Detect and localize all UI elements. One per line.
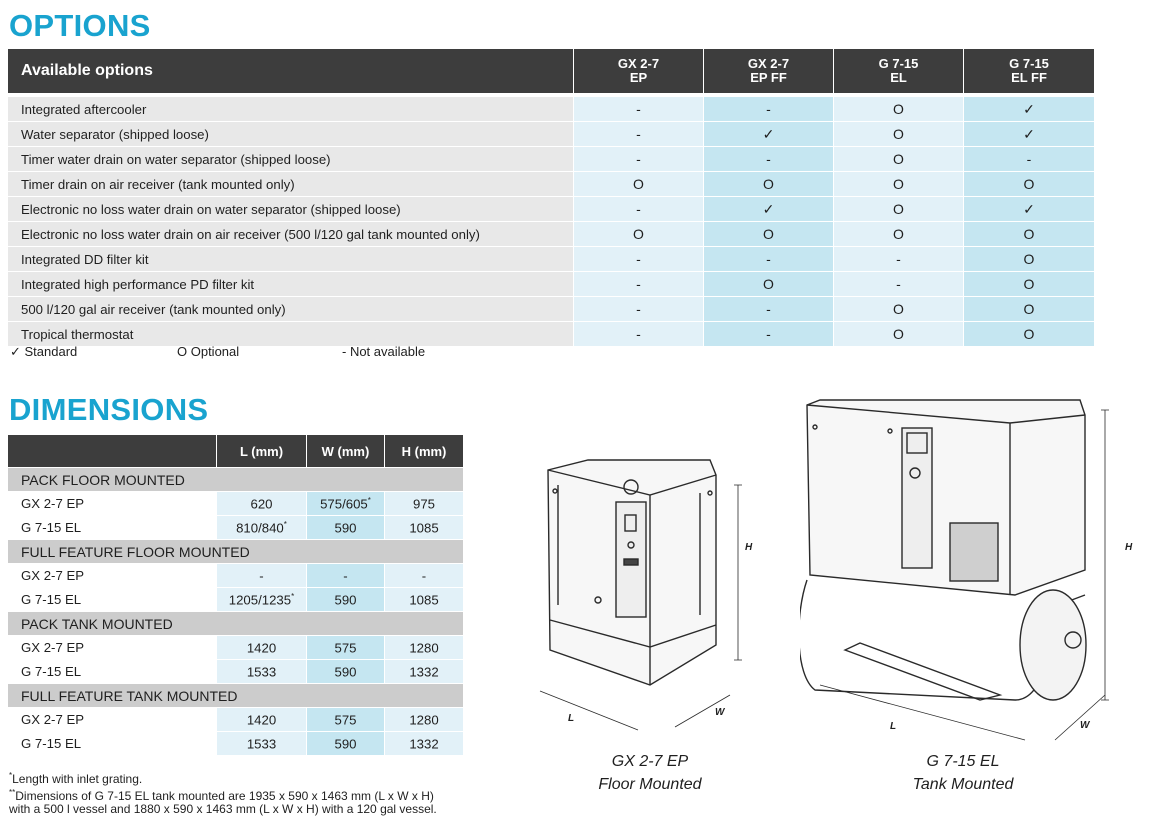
dimension-value-cell: - [306,563,384,587]
dimensions-row [8,587,463,611]
dimension-value-cell: 1533 [216,731,306,755]
dimensions-group-label: FULL FEATURE FLOOR MOUNTED [8,539,463,563]
right-height-label: H [1125,542,1133,553]
dimensions-row [8,707,463,731]
option-availability-cell: - [573,196,703,221]
dimension-value-cell: 1332 [384,731,463,755]
option-availability-cell: O [963,296,1094,321]
option-availability-cell: - [833,246,963,271]
right-figure-caption: G 7-15 EL Tank Mounted [912,753,1014,793]
footnote-2: **Dimensions of G 7-15 EL tank mounted are 1935 x 590 x 1463 mm (L x W x H) [9,788,434,803]
footnote-1: *Length with inlet grating. [9,771,143,786]
option-availability-cell: O [703,171,833,196]
model-label: GX 2-7 EP [8,707,216,731]
dimensions-row [8,659,463,683]
option-availability-cell: - [573,321,703,346]
options-column-header: G 7-15 EL FF [963,49,1094,93]
dimension-value-cell: 1280 [384,707,463,731]
option-availability-cell: - [703,321,833,346]
dimensions-row [8,731,463,755]
dimension-value-cell: 1420 [216,707,306,731]
dimension-value-cell: 1533 [216,659,306,683]
legend-standard: ✓ Standard [10,344,78,359]
right-width-label: W [1080,720,1090,731]
dimensions-title: DIMENSIONS [9,392,209,427]
option-availability-cell: ✓ [703,196,833,221]
option-availability-cell: ✓ [703,121,833,146]
dimension-value-cell: 810/840* [216,515,306,539]
option-availability-cell: - [573,246,703,271]
dimension-value-cell: 590 [306,587,384,611]
option-availability-cell: O [703,221,833,246]
dimensions-group-label: FULL FEATURE TANK MOUNTED [8,683,463,707]
option-label: Electronic no loss water drain on water separator (shipped loose) [8,196,573,221]
option-label: 500 l/120 gal air receiver (tank mounted only) [8,296,573,321]
dimensions-row [8,563,463,587]
tank-mounted-compressor-illustration [800,395,1135,750]
options-row [8,221,1094,246]
dimensions-group-row [8,539,463,563]
dimension-value-cell: - [216,563,306,587]
option-availability-cell: - [833,271,963,296]
options-row [8,93,1094,121]
left-height-label: H [745,542,753,553]
dimension-value-cell: 1085 [384,515,463,539]
model-label: GX 2-7 EP [8,563,216,587]
options-row [8,321,1094,346]
model-label: G 7-15 EL [8,659,216,683]
dimensions-column-header: W (mm) [306,435,384,467]
option-availability-cell: - [573,93,703,121]
model-label: G 7-15 EL [8,731,216,755]
model-label: GX 2-7 EP [8,491,216,515]
options-column-header: G 7-15 EL [833,49,963,93]
dimension-value-cell: 975 [384,491,463,515]
options-row [8,121,1094,146]
option-availability-cell: - [703,93,833,121]
option-label: Electronic no loss water drain on air receiver (500 l/120 gal tank mounted only) [8,221,573,246]
dimension-value-cell: 620 [216,491,306,515]
option-availability-cell: ✓ [963,196,1094,221]
option-availability-cell: O [833,171,963,196]
option-availability-cell: O [833,296,963,321]
footnote-3: with a 500 l vessel and 1880 x 590 x 1463 mm (L x W x H) with a 120 gal vessel. [9,802,437,816]
option-availability-cell: - [703,246,833,271]
options-header-row [8,49,1094,93]
right-length-label: L [890,721,897,732]
option-availability-cell: O [963,171,1094,196]
options-header-label: Available options [8,49,573,93]
dimension-value-cell: 1280 [384,635,463,659]
option-availability-cell: O [833,196,963,221]
dimensions-row [8,515,463,539]
option-availability-cell: - [573,296,703,321]
dimensions-header-row [8,435,463,467]
option-availability-cell: - [703,146,833,171]
option-availability-cell: O [833,221,963,246]
legend-optional: O Optional [177,344,240,359]
option-availability-cell: O [963,246,1094,271]
options-row [8,246,1094,271]
dimension-value-cell: 575 [306,707,384,731]
left-length-label: L [568,713,575,724]
option-availability-cell: O [833,93,963,121]
dimensions-row [8,635,463,659]
model-label: G 7-15 EL [8,515,216,539]
option-availability-cell: ✓ [963,121,1094,146]
dimension-value-cell: 1085 [384,587,463,611]
dimensions-table [8,435,463,755]
left-figure-caption: GX 2-7 EP Floor Mounted [598,753,702,793]
dimensions-row [8,491,463,515]
dimensions-column-header: H (mm) [384,435,463,467]
option-label: Tropical thermostat [8,321,573,346]
option-label: Timer drain on air receiver (tank mounted only) [8,171,573,196]
options-row [8,296,1094,321]
options-title: OPTIONS [9,8,151,43]
option-availability-cell: O [833,321,963,346]
options-table [8,49,1094,346]
options-row [8,196,1094,221]
option-availability-cell: ✓ [963,93,1094,121]
option-availability-cell: O [833,121,963,146]
dimension-value-cell: 590 [306,731,384,755]
option-availability-cell: O [963,271,1094,296]
options-column-header: GX 2-7 EP [573,49,703,93]
options-column-header: GX 2-7 EP FF [703,49,833,93]
option-availability-cell: O [573,221,703,246]
dimensions-group-row [8,467,463,491]
dimension-value-cell: 1332 [384,659,463,683]
dimension-value-cell: 590 [306,659,384,683]
dimensions-group-label: PACK FLOOR MOUNTED [8,467,463,491]
dimensions-group-row [8,611,463,635]
option-label: Water separator (shipped loose) [8,121,573,146]
option-label: Integrated DD filter kit [8,246,573,271]
dimensions-group-label: PACK TANK MOUNTED [8,611,463,635]
dimensions-column-header: L (mm) [216,435,306,467]
dimension-value-cell: 575 [306,635,384,659]
option-availability-cell: O [573,171,703,196]
dimensions-header-blank [8,435,216,467]
option-availability-cell: - [703,296,833,321]
dimension-value-cell: - [384,563,463,587]
options-row [8,171,1094,196]
dimension-value-cell: 1205/1235* [216,587,306,611]
option-label: Integrated high performance PD filter kit [8,271,573,296]
left-width-label: W [715,707,725,718]
options-row [8,146,1094,171]
legend-not-available: - Not available [342,344,426,359]
option-availability-cell: O [703,271,833,296]
dimension-value-cell: 1420 [216,635,306,659]
option-availability-cell: - [573,146,703,171]
dimension-value-cell: 590 [306,515,384,539]
option-label: Timer water drain on water separator (shipped loose) [8,146,573,171]
option-availability-cell: O [963,221,1094,246]
option-availability-cell: O [833,146,963,171]
dimensions-group-row [8,683,463,707]
floor-mounted-compressor-illustration [530,455,760,735]
dimension-value-cell: 575/605* [306,491,384,515]
option-label: Integrated aftercooler [8,93,573,121]
model-label: GX 2-7 EP [8,635,216,659]
option-availability-cell: O [963,321,1094,346]
option-availability-cell: - [573,271,703,296]
option-availability-cell: - [573,121,703,146]
option-availability-cell: - [963,146,1094,171]
model-label: G 7-15 EL [8,587,216,611]
options-row [8,271,1094,296]
